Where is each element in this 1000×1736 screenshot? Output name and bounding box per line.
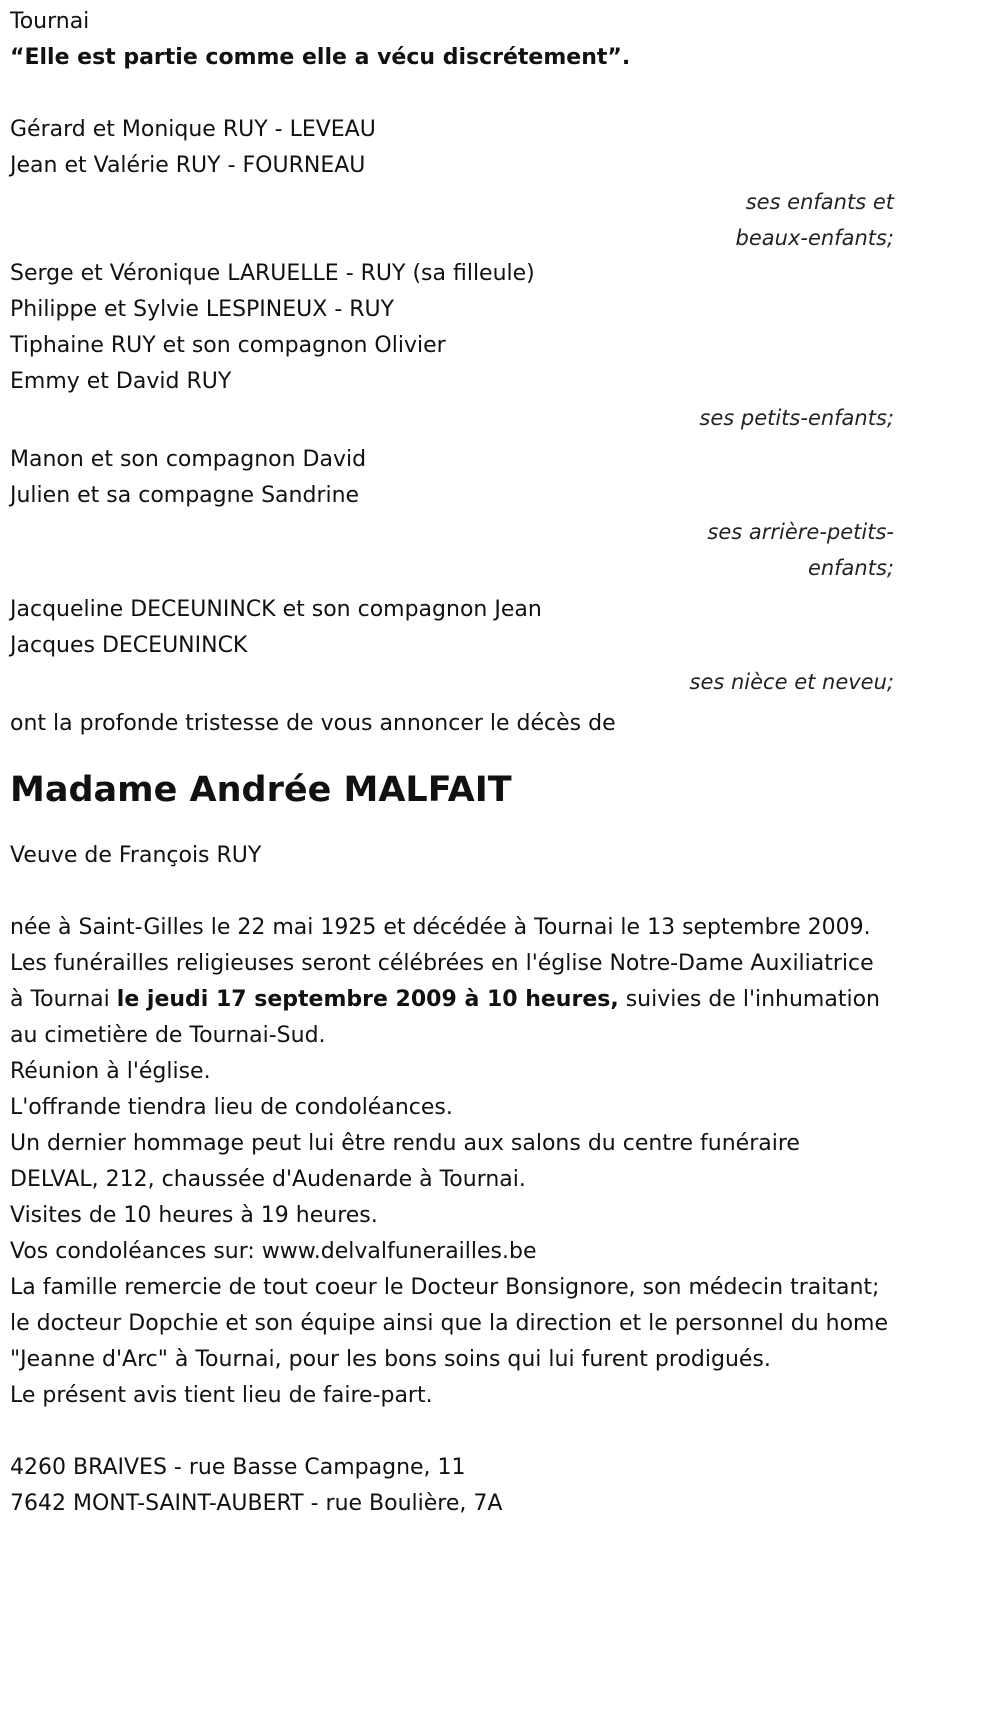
city-label: Tournai: [10, 9, 90, 34]
great-grandchildren-group: [10, 442, 894, 586]
family-member: Serge et Véronique LARUELLE - RUY (sa filleule): [10, 261, 535, 286]
family-member: Jean et Valérie RUY - FOURNEAU: [10, 153, 366, 178]
relation-label: beaux-enfants;: [735, 226, 894, 250]
relation-label: ses enfants et: [745, 190, 894, 214]
niece-nephew-group: [10, 592, 894, 700]
detail-line: Réunion à l'église.: [10, 1059, 211, 1084]
quote-text: “Elle est partie comme elle a vécu discrétement”.: [10, 45, 631, 70]
deceased-name: Madame Andrée MALFAIT: [10, 770, 512, 810]
family-member: Emmy et David RUY: [10, 369, 232, 394]
condolence-website-text: Vos condoléances sur: www.delvalfunerailles.be: [10, 1239, 537, 1264]
thanks-text: La famille remercie de tout coeur le Docteur Bonsignore, son médecin traitant; le docteur Dopchie et son équipe ainsi que la direction et le personnel du home "Jeanne d'Arc" à Tournai, pour les bons soins qui lui furent prodigués.: [10, 1275, 889, 1372]
funeral-text-after: suivies de l'inhumation au cimetière de Tournai-Sud.: [10, 987, 880, 1048]
birth-death-text: née à Saint-Gilles le 22 mai 1925 et décédée à Tournai le 13 septembre 2009.: [10, 915, 871, 940]
funeral-text-before: Les funérailles religieuses seront célébrées en l'église Notre-Dame Auxiliatrice à Tournai: [10, 951, 874, 1012]
obituary-notice: [10, 4, 894, 1522]
funeral-date: le jeudi 17 septembre 2009 à 10 heures,: [116, 987, 619, 1012]
funeral-text: [10, 946, 894, 1054]
relation-label: ses petits-enfants;: [699, 406, 894, 430]
detail-line: Visites de 10 heures à 19 heures.: [10, 1203, 378, 1228]
address-line: 4260 BRAIVES - rue Basse Campagne, 11: [10, 1455, 466, 1480]
address-line: 7642 MONT-SAINT-AUBERT - rue Boulière, 7A: [10, 1491, 503, 1516]
children-group: [10, 112, 894, 256]
family-member: Jacqueline DECEUNINCK et son compagnon Jean: [10, 597, 542, 622]
relation-label: enfants;: [807, 556, 894, 580]
family-member: Gérard et Monique RUY - LEVEAU: [10, 117, 376, 142]
relation-label: ses nièce et neveu;: [689, 670, 894, 694]
family-member: Tiphaine RUY et son compagnon Olivier: [10, 333, 446, 358]
relation-label: ses arrière-petits-: [707, 520, 894, 544]
detail-line: Un dernier hommage peut lui être rendu aux salons du centre funéraire DELVAL, 212, chaussée d'Audenarde à Tournai.: [10, 1131, 800, 1192]
family-member: Jacques DECEUNINCK: [10, 633, 248, 658]
detail-line: L'offrande tiendra lieu de condoléances.: [10, 1095, 453, 1120]
detail-line: Le présent avis tient lieu de faire-part.: [10, 1383, 433, 1408]
widow-of-text: Veuve de François RUY: [10, 843, 262, 868]
announcement-text: ont la profonde tristesse de vous annoncer le décès de: [10, 711, 616, 736]
family-member: Julien et sa compagne Sandrine: [10, 483, 360, 508]
grandchildren-group: [10, 256, 894, 436]
family-member: Manon et son compagnon David: [10, 447, 367, 472]
family-member: Philippe et Sylvie LESPINEUX - RUY: [10, 297, 395, 322]
